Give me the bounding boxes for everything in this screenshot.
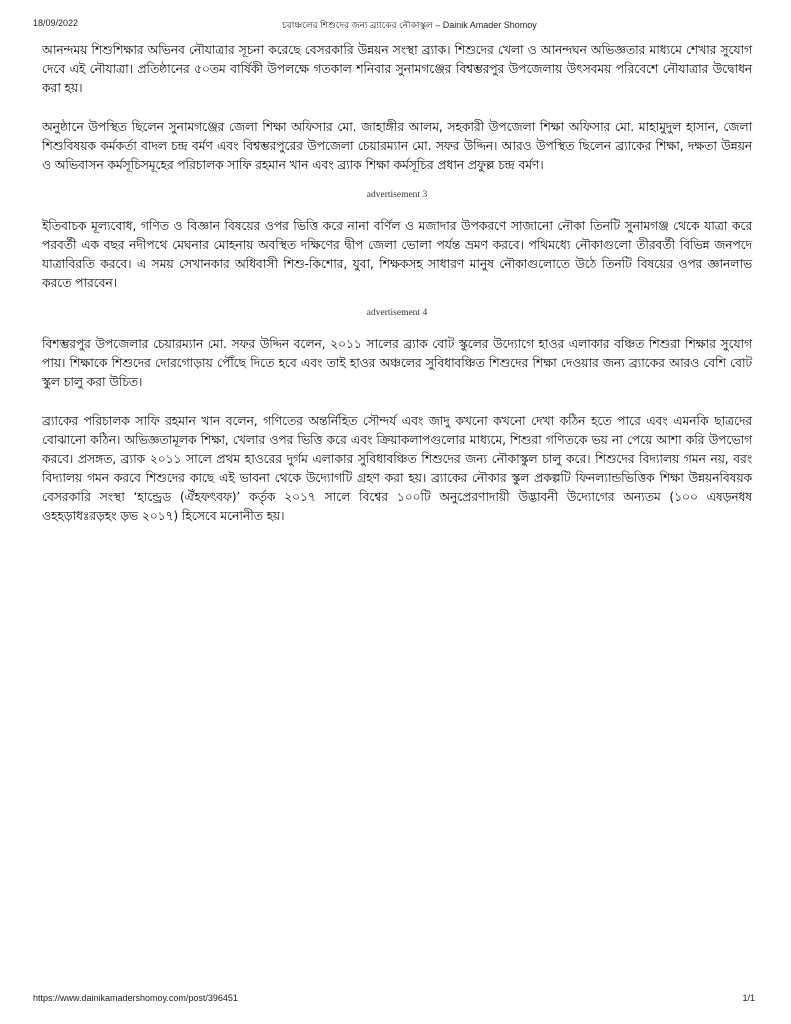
page-title: চরাঞ্চলের শিশুদের জন্য ব্র্যাকের নৌকাস্কুল – Dainik Amader Shomoy — [282, 20, 537, 30]
article-paragraph-5: ব্র্যাকের পরিচালক সাফি রহমান খান বলেন, গণিতের অন্তর্নিহিত সৌন্দর্য এবং জাদু কখনো কখনো দেখা কঠিন হতে পারে এবং এমনকি ছাত্রদের বোঝানো কঠিন। অভিজ্ঞতামূলক শিক্ষা, খেলার ওপর ভিত্তি করে এবং ক্রিয়াকলাপগুলোর মাধ্যমে, শিশুরা গণিতকে ভয় না পেয়ে আশা করি উপভোগ করবে। প্রসঙ্গত, ব্র্যাক ২০১১ সালে প্রথম হাওরের দুর্গম এলাকার সুবিধাবঞ্চিত শিশুদের জন্য নৌকাস্কুল চালু করে। শিশুদের বিদ্যালয় গমন নয়, বরং বিদ্যালয় গমন করবে শিশুদের কাছে এই ভাবনা থেকে উদ্যোগটি গ্রহণ করা হয়। ব্র্যাকের নৌকার স্কুল প্রকল্পটি ফিনল্যান্ডভিত্তিক শিক্ষা উন্নয়নবিষয়ক বেসরকারি সংস্থা ‘হান্ড্রেড (ঐঁহফৎবফ)’ কর্তৃক ২০১৭ সালে বিশ্বের ১০০টি অনুপ্রেরণাদায়ী উদ্ভাবনী উদ্যোগের অন্যতম (১০০ এষড়নধষ ওহহড়াধঃরড়হং ড়ভ ২০১৭) হিসেবে মনোনীত হয়। — [42, 413, 752, 523]
article-body — [42, 40, 752, 545]
print-footer — [0, 993, 791, 1007]
page-number: 1/1 — [742, 993, 755, 1003]
advertisement-label-3: advertisement 3 — [366, 190, 428, 200]
advertisement-label-4: advertisement 4 — [366, 308, 428, 318]
print-date: 18/09/2022 — [33, 18, 79, 28]
print-header — [0, 18, 791, 32]
article-paragraph-3: ইতিবাচক মূল্যবোধ, গণিত ও বিজ্ঞান বিষয়ের ওপর ভিত্তি করে নানা বর্ণিল ও মজাদার উপকরণে সাজানো নৌকা তিনটি সুনামগঞ্জ থেকে যাত্রা করে পরবর্তী এক বছর নদীপথে মেঘনার মোহনায় অবস্থিত দক্ষিণের দ্বীপ জেলা ভোলা পর্যন্ত ভ্রমণ করবে। পথিমধ্যে নৌকাগুলো তীরবর্তী বিভিন্ন জনপদে যাত্রাবিরতি করবে। এ সময় সেখানকার অধিবাসী শিশু-কিশোর, যুবা, শিক্ষকসহ সাধারণ মানুষ নৌকাগুলোতে উঠে তিনটি বিষয়ের ওপর জ্ঞানলাভ করতে পারবেন। — [42, 218, 752, 290]
page-url[interactable]: https://www.dainikamadershomoy.com/post/396451 — [33, 993, 238, 1003]
article-paragraph-4: বিশম্ভরপুর উপজেলার চেয়ারম্যান মো. সফর উদ্দিন বলেন, ২০১১ সালের ব্র্যাক বোট স্কুলের উদ্যোগে হাওর এলাকার বঞ্চিত শিশুরা শিক্ষার সুযোগ পায়। শিক্ষাকে শিশুদের দোরগোড়ায় পৌঁছে দিতে হবে এবং তাই হাওর অঞ্চলের সুবিধাবঞ্চিত শিশুদের শিক্ষা দেওয়ার জন্য ব্র্যাকের আরও বেশি বোট স্কুল চালু করা উচিত। — [42, 336, 752, 389]
article-paragraph-2: অনুষ্ঠানে উপস্থিত ছিলেন সুনামগঞ্জের জেলা শিক্ষা অফিসার মো. জাহাঙ্গীর আলম, সহকারী উপজেলা শিক্ষা অফিসার মো. মাহামুদুল হাসান, জেলা শিশুবিষয়ক কর্মকর্তা বাদল চন্দ্র বর্মণ এবং বিশ্বম্ভরপুরের উপজেলা চেয়ারম্যান মো. সফর উদ্দিন। আরও উপস্থিত ছিলেন ব্র্যাকের শিক্ষা, দক্ষতা উন্নয়ন ও অভিবাসন কর্মসূচিসমূহের পরিচালক সাফি রহমান খান এবং ব্র্যাক শিক্ষা কর্মসূচির প্রধান প্রফুল্ল চন্দ্র বর্মণ। — [42, 119, 752, 172]
article-paragraph-1: আনন্দময় শিশুশিক্ষার অভিনব নৌযাত্রার সূচনা করেছে বেসরকারি উন্নয়ন সংস্থা ব্র্যাক। শিশুদের খেলা ও আনন্দঘন অভিজ্ঞতার মাধ্যমে শেখার সুযোগ দেবে এই নৌযাত্রা। প্রতিষ্ঠানের ৫০তম বার্ষিকী উপলক্ষে গতকাল শনিবার সুনামগঞ্জের বিশ্বম্ভরপুর উপজেলায় উৎসবময় পরিবেশে নৌযাত্রার উদ্বোধন করা হয়। — [42, 42, 752, 95]
